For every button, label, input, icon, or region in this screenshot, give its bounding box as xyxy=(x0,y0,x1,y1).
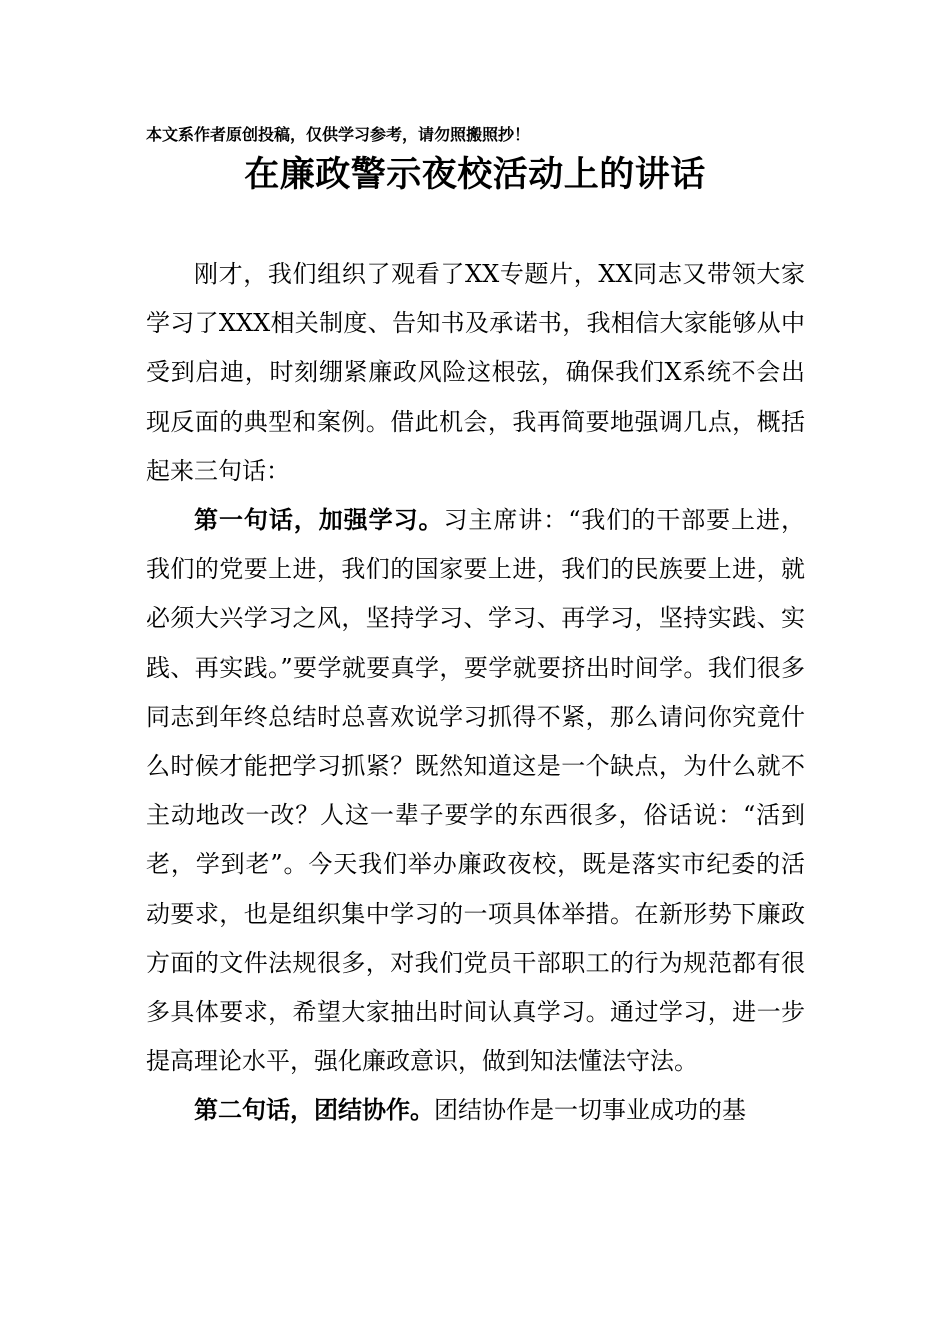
paragraph-text: 刚才，我们组织了观看了XX专题片，XX同志又带领大家学习了XXX相关制度、告知书及承诺书，我相信大家能够从中受到启迪，时刻绷紧廉政风险这根弦，确保我们X系统不会出现反面的典型和案例。借此机会，我再简要地强调几点，概括起来三句话： xyxy=(146,260,805,485)
paragraph-intro xyxy=(146,250,805,496)
paragraph-text: 习主席讲：“我们的干部要上进，我们的党要上进，我们的国家要上进，我们的民族要上进，就必须大兴学习之风，坚持学习、学习、再学习，坚持实践、实践、再实践。”要学就要真学，要学就要挤出时间学。我们很多同志到年终总结时总喜欢说学习抓得不紧，那么请问你究竟什么时候才能把学习抓紧？既然知道这是一个缺点，为什么就不主动地改一改？人这一辈子要学的东西很多，俗话说：“活到老，学到老”。今天我们举办廉政夜校，既是落实市纪委的活动要求，也是组织集中学习的一项具体举措。在新形势下廉政方面的文件法规很多，对我们党员干部职工的行为规范都有很多具体要求，希望大家抽出时间认真学习。通过学习，进一步提高理论水平，强化廉政意识，做到知法懂法守法。 xyxy=(146,506,805,1076)
paragraph-text: 团结协作是一切事业成功的基 xyxy=(434,1096,746,1125)
speech-body xyxy=(146,250,805,1136)
copyright-notice: 本文系作者原创投稿，仅供学习参考，请勿照搬照抄！ xyxy=(146,125,531,144)
paragraph-lead: 第一句话，加强学习。 xyxy=(194,506,444,535)
paragraph-point-one xyxy=(146,496,805,1086)
speech-title: 在廉政警示夜校活动上的讲话 xyxy=(244,154,706,195)
paragraph-lead: 第二句话，团结协作。 xyxy=(194,1096,434,1125)
paragraph-point-two xyxy=(146,1086,805,1135)
